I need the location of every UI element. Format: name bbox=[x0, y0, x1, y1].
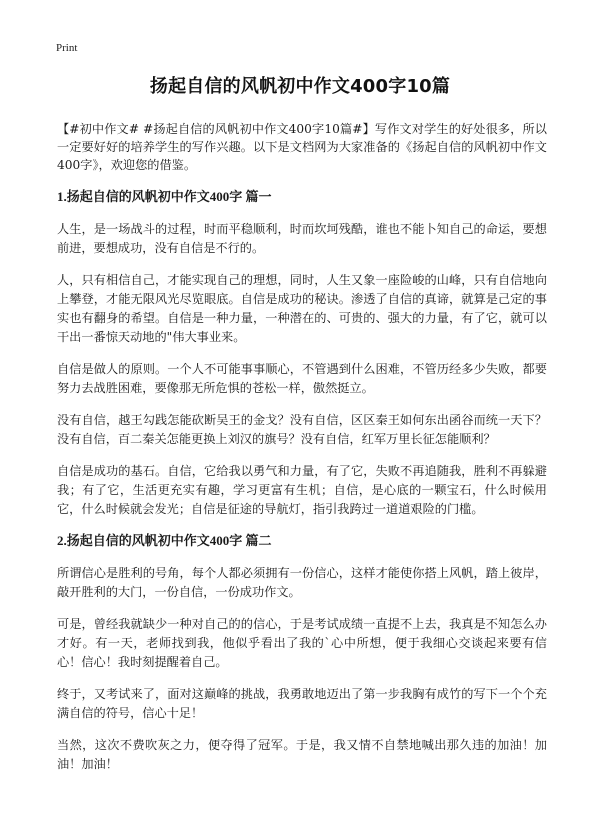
intro-paragraph: 【#初中作文# #扬起自信的风帆初中作文400字10篇#】写作文对学生的好处很多，所以一定要好好的培养学生的写作兴趣。以下是文档网为大家准备的《扬起自信的风帆初中作文400字》，欢迎您的借鉴。 bbox=[57, 122, 547, 172]
section-1-paragraph: 自信是成功的基石。自信，它给我以勇气和力量，有了它，失败不再追随我，胜利不再躲避我；有了它，生活更充实有趣，学习更富有生机；自信，是心底的一颗宝石，什么时候用它，什么时候就会发光；自信是征途的导航灯，指引我跨过一道道艰险的门槛。 bbox=[57, 464, 547, 516]
section-1-paragraph: 人生，是一场战斗的过程，时而平稳顺利，时而坎坷残酷，谁也不能卜知自己的命运，要想前进，要想成功，没有自信是不行的。 bbox=[57, 222, 547, 255]
print-label: Print bbox=[56, 42, 78, 54]
section-2-paragraph: 所谓信心是胜利的号角，每个人都必须拥有一份信心，这样才能使你搭上风帆，踏上彼岸，敲开胜利的大门，一份自信，一份成功作文。 bbox=[57, 566, 547, 599]
section-heading-1: 1.扬起自信的风帆初中作文400字 篇一 bbox=[57, 189, 272, 204]
section-1-paragraph: 没有自信，越王勾践怎能砍断吴王的金戈？没有自信，区区秦王如何东出函谷而统一天下？没有自信，百二秦关怎能更换上刘汉的旗号？没有自信，红军万里长征怎能顺利？ bbox=[57, 413, 547, 446]
section-1-paragraph: 人，只有相信自己，才能实现自己的理想，同时，人生又象一座险峻的山峰，只有自信地向上攀登，才能无限风光尽览眼底。自信是成功的秘诀。渗透了自信的真谛，就算是己定的事实也有翻身的希望。自信是一种力量，一种潜在的、可贵的、强大的力量，有了它，就可以干出一番惊天动地的"伟大事业来。 bbox=[57, 273, 547, 344]
article-body bbox=[57, 120, 547, 787]
section-heading-2: 2.扬起自信的风帆初中作文400字 篇二 bbox=[57, 533, 272, 548]
section-2-paragraph: 当然，这次不费吹灰之力，便夺得了冠军。于是，我又情不自禁地喊出那久违的加油！加油！加油！ bbox=[57, 738, 547, 771]
section-1-paragraph: 自信是做人的原则。一个人不可能事事顺心，不管遇到什么困难，不管历经多少失败，都要努力去战胜困难，要像那无所危惧的苍松一样，傲然挺立。 bbox=[57, 362, 547, 395]
page-title: 扬起自信的风帆初中作文400字10篇 bbox=[149, 76, 451, 97]
section-2-paragraph: 终于，又考试来了，面对这巅峰的挑战，我勇敢地迈出了第一步我胸有成竹的写下一个个充满自信的符号，信心十足！ bbox=[57, 687, 547, 720]
section-2-paragraph: 可是，曾经我就缺少一种对自己的的信心，于是考试成绩一直提不上去，我真是不知怎么办才好。有一天，老师找到我，他似乎看出了我的`心中所想，便于我细心交谈起来要有信心！信心！我时刻提醒着自己。 bbox=[57, 617, 547, 669]
